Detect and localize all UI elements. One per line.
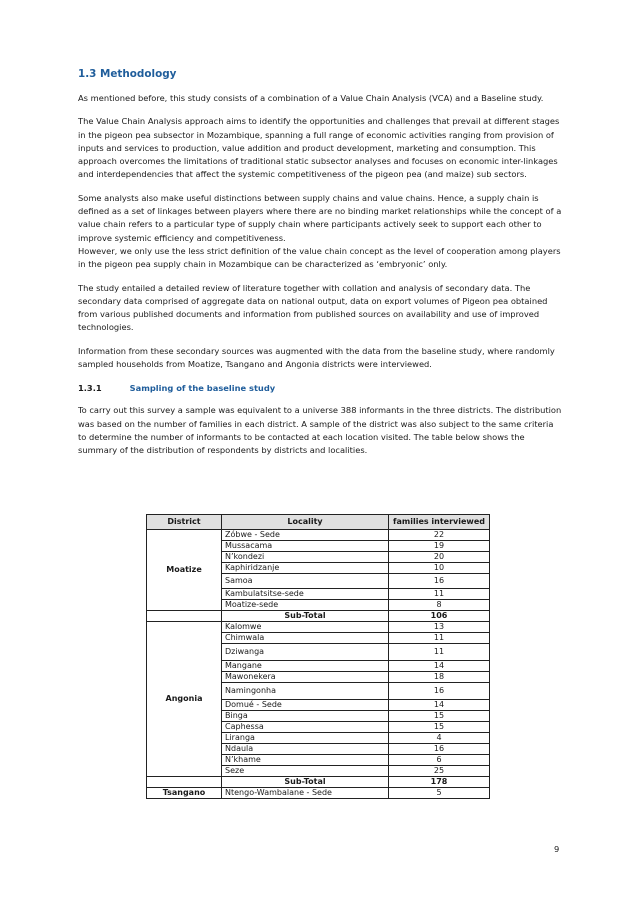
paragraph-vca: The Value Chain Analysis approach aims to identify the opportunities and challenges that prevail at different stages in the pigeon pea subsector in Mozambique, spanning a full range of economic activities ranging from provision of inputs and services to production, value addition and product development, marketing and consumption. This approach overcomes the limitations of traditional static subsector analyses and focuses on economic inter-linkages and interdependencies that affect the systemic competitiveness of the pigeon pea (and maize) sub sectors. [78,116,560,180]
locality-cell: Binga [222,711,389,722]
district-moatize: Moatize [147,530,222,611]
families-cell: 22 [389,530,490,541]
families-cell: 19 [389,541,490,552]
families-cell: 6 [389,755,490,766]
subsection-number: 1.3.1 [78,383,102,394]
paragraph-sampling: To carry out this survey a sample was equivalent to a universe 388 informants in the three districts. The distribution was based on the number of families in each district. A sample of the district was also subject to the same criteria to determine the number of informants to be contacted at each location visited. The table below shows the summary of the distribution of respondents by districts and localities. [78,405,562,456]
families-cell: 4 [389,733,490,744]
header-locality: Locality [222,515,389,530]
paragraph-intro: As mentioned before, this study consists of a combination of a Value Chain Analysis (VCA) and a Baseline study. [78,93,544,103]
header-district: District [147,515,222,530]
families-cell: 11 [389,644,490,661]
locality-cell: Liranga [222,733,389,744]
locality-cell: Samoa [222,574,389,589]
families-cell: 14 [389,700,490,711]
locality-cell: Kalomwe [222,622,389,633]
locality-cell: Moatize-sede [222,600,389,611]
families-cell: 20 [389,552,490,563]
header-families: families interviewed [389,515,490,530]
table-row [147,788,490,799]
paragraph-supply-chains: Some analysts also make useful distinctions between supply chains and value chains. Hence, a supply chain is defined as a set of linkages between players where there are no binding market relationships while the concept of a value chain refers to a particular type of supply chain where participants actively seek to support each other to improve systemic efficiency and competitiveness. [78,192,562,243]
families-cell: 14 [389,661,490,672]
locality-cell: Kaphiridzanje [222,563,389,574]
families-cell: 15 [389,711,490,722]
locality-cell: Namingonha [222,683,389,700]
families-cell: 25 [389,766,490,777]
families-cell: 16 [389,683,490,700]
locality-cell: Chimwala [222,633,389,644]
locality-cell: N’kondezi [222,552,389,563]
families-cell: 16 [389,574,490,589]
families-cell: 5 [389,788,490,799]
locality-cell: Mawonekera [222,672,389,683]
locality-cell: Zóbwe - Sede [222,530,389,541]
table-header-row [147,515,490,530]
district-tsangano: Tsangano [147,788,222,799]
locality-cell: Kambulatsitse-sede [222,589,389,600]
subsection-title: Sampling of the baseline study [129,383,276,394]
families-cell: 16 [389,744,490,755]
locality-cell: N’khame [222,755,389,766]
subtotal-label: Sub-Total [222,611,389,622]
families-cell: 8 [389,600,490,611]
locality-cell: Ntengo-Wambalane - Sede [222,788,389,799]
empty-cell [147,611,222,622]
locality-cell: Seze [222,766,389,777]
subtotal-label: Sub-Total [222,777,389,788]
families-cell: 13 [389,622,490,633]
locality-cell: Caphessa [222,722,389,733]
families-cell: 10 [389,563,490,574]
families-cell: 15 [389,722,490,733]
subtotal-row [147,777,490,788]
subtotal-row [147,611,490,622]
section-heading [78,68,564,80]
paragraph-baseline: Information from these secondary sources was augmented with the data from the baseline study, where randomly sampled households from Moatize, Tsangano and Angonia districts were interviewed. [78,345,555,370]
locality-cell: Dziwanga [222,644,389,661]
locality-cell: Domué - Sede [222,700,389,711]
empty-cell [147,777,222,788]
families-cell: 11 [389,589,490,600]
table-row [147,530,490,541]
subtotal-value: 106 [389,611,490,622]
subtotal-value: 178 [389,777,490,788]
subsection-heading [78,383,564,393]
paragraph-definition: However, we only use the less strict definition of the value chain concept as the level of cooperation among players in the pigeon pea supply chain in Mozambique can be characterized as ‘embryonic’ only. [78,245,561,270]
page-content [78,68,564,468]
locality-cell: Mangane [222,661,389,672]
district-angonia: Angonia [147,622,222,777]
locality-cell: Mussacama [222,541,389,552]
distribution-table [146,514,490,799]
locality-cell: Ndaula [222,744,389,755]
paragraph-secondary-data: The study entailed a detailed review of literature together with collation and analysis of secondary data. The secondary data comprised of aggregate data on national output, data on export volumes of Pigeon pea obtained from various published documents and information from published sources on availability and use of improved technologies. [78,282,548,333]
families-cell: 11 [389,633,490,644]
families-cell: 18 [389,672,490,683]
page-number: 9 [554,844,560,854]
table-row [147,622,490,633]
section-title: Methodology [100,68,177,80]
section-number: 1.3 [78,68,97,80]
